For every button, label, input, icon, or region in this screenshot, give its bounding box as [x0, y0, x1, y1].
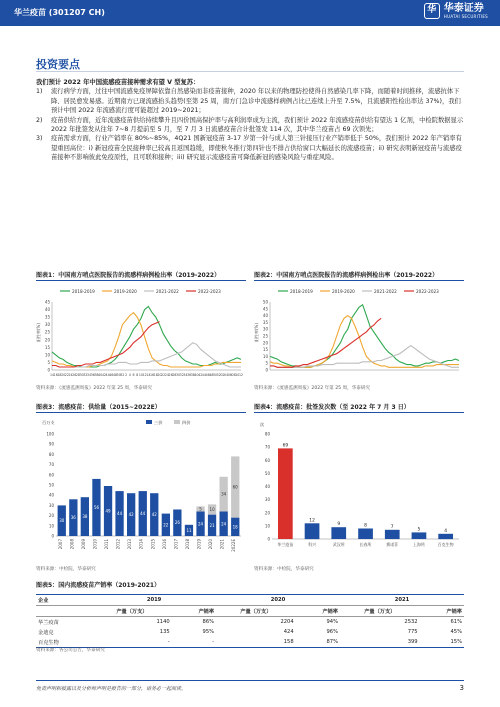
figure-title: 中国南方哨点医院报告的流感样病例检出率（2019-2022）	[58, 272, 221, 279]
y-tick-label: 0	[267, 536, 270, 542]
data-label: 5	[417, 527, 421, 533]
y-tick-label: 0	[51, 533, 54, 539]
bar	[278, 448, 293, 539]
data-label: 26	[174, 520, 180, 526]
x-tick-label: 52	[120, 373, 125, 377]
data-label: 24	[221, 521, 227, 527]
y-tick-label: 15	[44, 344, 50, 350]
x-tick-label: 26	[72, 373, 77, 377]
figure-number: 图表2：	[254, 272, 277, 279]
figure-rule	[36, 280, 246, 281]
y-tick-label: 50	[264, 470, 270, 476]
y-tick-label: 10	[44, 352, 50, 358]
legend-swatch	[174, 420, 180, 424]
y-tick-label: 10	[262, 353, 268, 359]
data-label: 10	[209, 507, 215, 512]
y-tick-label: 100	[46, 431, 54, 437]
y-tick-label: 50	[262, 299, 268, 305]
table-cell: 15%	[450, 639, 462, 645]
table-cell: 135	[159, 629, 170, 635]
y-tick-label: 25	[44, 329, 50, 335]
x-tick-label: 10	[138, 373, 143, 377]
table-title: 国内流感疫苗产销率（2019-2021）	[58, 582, 161, 589]
y-tick-label: 10	[48, 523, 54, 529]
x-tick-label: 10	[235, 373, 240, 377]
x-tick-label: 18	[57, 373, 62, 377]
table-cell: 95%	[202, 629, 215, 635]
legend-label: 四价	[182, 420, 191, 425]
table-row	[36, 627, 464, 637]
data-label: 11	[186, 527, 192, 533]
y-tick-label: 10	[264, 523, 270, 529]
data-label: 5	[199, 506, 202, 512]
page-footer	[36, 680, 464, 692]
figure-title: 流感疫苗：批签发次数（至 2022 年 7 月 3 日）	[276, 404, 410, 411]
table-cell: -	[212, 639, 215, 645]
x-tick-label: 08	[231, 373, 236, 377]
x-tick-label: 36	[187, 373, 192, 377]
y-tick-label: 30	[44, 322, 50, 328]
y-tick-label: 45	[44, 299, 50, 305]
brand-mark-icon: 华	[424, 3, 440, 19]
x-tick-label: 44	[201, 373, 206, 377]
data-label: 69	[282, 443, 289, 449]
table-cell: 华兰疫苗	[38, 619, 59, 626]
report-header	[0, 0, 500, 26]
y-tick-label: 5	[47, 359, 50, 365]
x-tick-label: 50	[213, 373, 218, 377]
table-cell: 399	[407, 639, 418, 645]
unit-label: 次	[260, 422, 265, 427]
x-tick-label: 2012	[115, 539, 121, 550]
table-cell: 金迪克	[38, 629, 54, 636]
legend-label: 2022-2023	[416, 289, 439, 294]
brand-name-en: HUATAI SECURITIES	[443, 14, 488, 19]
x-tick-label: 20	[157, 373, 162, 377]
legend-label: 2021-2022	[156, 289, 179, 294]
x-tick-label: 2016	[161, 539, 167, 550]
y-tick-label: 60	[48, 472, 54, 478]
figure-4-source: 资料来源：中检院，华泰研究	[254, 567, 314, 572]
table-cell: 1140	[156, 619, 170, 625]
legend-label: 2022-2023	[198, 289, 221, 294]
y-axis-label: 阳性率(%)	[254, 323, 259, 342]
x-tick-label: 2013	[127, 539, 133, 550]
report-title: 华兰疫苗 (301207 CH)	[14, 8, 105, 17]
x-tick-label: 22	[64, 373, 69, 377]
point-number: 3)	[36, 135, 43, 143]
bar	[385, 530, 400, 539]
x-tick-label: 2018	[185, 539, 190, 550]
data-label: 49	[105, 508, 111, 514]
x-tick-label: 4	[128, 373, 131, 377]
x-tick-label: 2008	[69, 539, 75, 550]
x-tick-label: 40	[98, 373, 103, 377]
figure-3-source: 资料来源：中检院，华泰研究	[36, 567, 96, 572]
y-tick-label: 20	[262, 340, 268, 346]
data-label: 21	[209, 522, 215, 528]
table-header: 产量（万支）	[364, 608, 396, 615]
data-label: 42	[151, 512, 157, 518]
x-tick-label: 华兰疫苗	[277, 542, 294, 547]
x-tick-label: 02	[220, 373, 225, 377]
table-row	[36, 637, 464, 648]
series-line	[52, 307, 241, 368]
x-tick-label: 26	[168, 373, 173, 377]
table-caption	[36, 580, 160, 589]
y-tick-label: 70	[264, 444, 270, 450]
sales-rate-table	[36, 594, 464, 648]
data-label: 38	[82, 514, 88, 520]
figure-2-chart	[254, 282, 464, 382]
series-line	[52, 322, 160, 367]
table-header: 2021	[394, 597, 410, 603]
table-header: 2020	[270, 597, 286, 603]
x-tick-label: 8	[136, 373, 139, 377]
data-label: 34	[221, 491, 227, 497]
x-tick-label: 24	[164, 373, 169, 377]
y-axis-label: 阳性率(%)	[36, 323, 41, 342]
table-header-row	[36, 595, 464, 606]
x-tick-label: 2021	[219, 539, 225, 550]
table-cell: 61%	[450, 619, 462, 625]
x-tick-label: 上海所	[412, 542, 425, 547]
data-label: 9	[337, 522, 341, 528]
x-tick-label: 2009	[80, 539, 86, 550]
summary-point	[36, 87, 464, 115]
legend-label: 2018-2019	[72, 289, 95, 294]
table-cell: 87%	[326, 639, 338, 645]
legend-label: 2018-2019	[290, 289, 313, 294]
disclaimer: 免责声明和披露以及分析师声明是报告的一部分，请务必一起阅读。	[36, 686, 187, 692]
x-tick-label: 40	[194, 373, 199, 377]
point-number: 1)	[36, 88, 43, 96]
x-tick-label: 28	[172, 373, 177, 377]
x-tick-label: 2007	[57, 539, 63, 550]
x-tick-label: 38	[94, 373, 99, 377]
point-text: 流行病学方面，过往中国流感免疫屏障依靠自然感染而非疫苗接种，2020 年以来的物理防控使得自然感染几率下降，而随着时间推移，流感抗体下降、居民愈发易感。近期南方已现流感抬头趋势(至第 25 周，南方门急诊中流感样病例占比已连续上升至 7.5%，且流感阳性检出率达 37%)，我们预计中国 2022 年流感流行度可能超过 2019~2021；	[51, 88, 461, 115]
legend-swatch	[146, 420, 152, 424]
table-header: 2019	[146, 597, 162, 603]
x-tick-label: 04	[224, 373, 229, 377]
y-tick-label: 80	[264, 431, 270, 437]
y-tick-label: 30	[262, 326, 268, 332]
x-tick-label: 14	[146, 373, 151, 377]
summary-lead: 我们预计 2022 年中国流感疫苗接种需求有望 V 型复苏：	[36, 79, 200, 86]
table-cell: 424	[283, 629, 294, 635]
data-label: 44	[140, 511, 146, 517]
data-label: 60	[232, 484, 238, 490]
legend-label: 2021-2022	[374, 289, 397, 294]
data-label: 12	[309, 518, 315, 524]
bar	[412, 532, 427, 539]
x-tick-label: 44	[105, 373, 110, 377]
x-tick-label: 2019	[196, 539, 202, 550]
y-tick-label: 20	[264, 510, 270, 516]
bar	[438, 534, 453, 539]
legend-label: 2019-2020	[332, 289, 355, 294]
bar	[358, 529, 373, 540]
y-tick-label: 30	[264, 497, 270, 503]
table-header: 产销率	[446, 608, 462, 615]
y-tick-label: 0	[265, 367, 268, 373]
data-label: 22	[163, 522, 169, 528]
data-label: 7	[390, 524, 394, 530]
x-tick-label: 32	[83, 373, 88, 377]
y-tick-label: 30	[48, 502, 54, 508]
x-tick-label: 42	[198, 373, 203, 377]
table-cell: 86%	[202, 619, 215, 625]
x-tick-label: 46	[205, 373, 210, 377]
x-tick-label: 32	[179, 373, 184, 377]
figure-title: 中国南方哨点医院报告的流感样病例检出率（2019-2022）	[276, 272, 439, 279]
y-tick-label: 60	[264, 457, 270, 463]
data-label: 18	[232, 524, 238, 530]
y-tick-label: 40	[48, 492, 54, 498]
table-header: 产量（万支）	[240, 608, 272, 615]
table-cell: 158	[283, 639, 294, 645]
x-tick-label: 16	[53, 373, 58, 377]
figure-4-caption	[254, 402, 410, 411]
x-tick-label: 6	[132, 373, 135, 377]
x-tick-label: 28	[75, 373, 80, 377]
brand-name: 华泰证券	[443, 3, 484, 14]
figure-3-caption	[36, 402, 161, 411]
y-tick-label: 15	[262, 347, 268, 353]
y-tick-label: 35	[44, 314, 50, 320]
x-tick-label: 30	[79, 373, 84, 377]
data-label: 8	[364, 523, 367, 529]
data-label: 44	[117, 511, 123, 517]
table-cell: -	[167, 639, 170, 645]
page-number: 3	[459, 684, 464, 692]
summary-point	[36, 134, 464, 162]
x-tick-label: 50	[116, 373, 121, 377]
figure-number: 图表3：	[36, 404, 59, 411]
table-cell: 百克生物	[38, 639, 59, 646]
x-tick-label: 22	[161, 373, 166, 377]
table-header: 产销率	[322, 608, 338, 615]
y-tick-label: 50	[48, 482, 54, 488]
x-tick-label: 2014	[138, 539, 144, 550]
x-tick-label: 48	[209, 373, 214, 377]
x-tick-label: 34	[87, 373, 92, 377]
figure-number: 图表4：	[254, 404, 277, 411]
data-label: 24	[197, 521, 204, 527]
series-line	[270, 346, 459, 368]
y-tick-label: 90	[48, 441, 54, 447]
x-tick-label: 2017	[173, 539, 179, 550]
figure-rule	[254, 280, 464, 281]
x-tick-label: 12	[238, 373, 244, 377]
y-tick-label: 0	[47, 367, 50, 373]
table-cell: 94%	[326, 619, 338, 625]
table-cell: 775	[407, 629, 418, 635]
y-tick-label: 80	[48, 451, 54, 457]
unit-label: 百万支	[42, 420, 55, 425]
data-label: 42	[128, 512, 134, 518]
x-tick-label: 长春所	[359, 542, 372, 547]
brand-logo	[424, 3, 488, 19]
y-tick-label: 5	[265, 360, 268, 366]
table-row	[36, 617, 464, 628]
x-tick-label: 2020	[208, 539, 214, 550]
y-tick-label: 40	[264, 484, 270, 489]
x-tick-label: 34	[183, 373, 188, 377]
x-tick-label: 2022E	[231, 539, 237, 552]
x-tick-label: 14	[49, 373, 55, 377]
table-cell: 2532	[404, 619, 418, 625]
figure-3-chart	[36, 414, 246, 564]
figure-1-chart	[36, 282, 246, 382]
x-tick-label: 06	[227, 373, 232, 377]
x-tick-label: 42	[101, 373, 106, 377]
table-header: 企业	[38, 597, 49, 604]
point-text: 疫苗供给方面，近年流感疫苗供给持续攀升且四价国高保护率与高利润率成为主流，我们预计 2022 年流感疫苗供给有望达 1 亿剂，中检院数据显示 2022 年批签发从往年 7~8 月提前至 5 月，至 7 月 3 日流感疫苗合计批签发 114 次，其中华兰疫苗占 69 次领先；	[51, 116, 464, 134]
table-cell: 2204	[280, 619, 294, 625]
figure-number: 图表1：	[36, 272, 59, 279]
summary-point	[36, 116, 464, 135]
summary-body	[36, 78, 464, 163]
bar	[331, 527, 346, 539]
y-tick-label: 35	[262, 319, 268, 325]
x-tick-label: 百克生物	[437, 542, 454, 547]
x-tick-label: 赛诺菲	[386, 542, 399, 547]
figure-rule	[36, 412, 246, 413]
figure-1-caption	[36, 270, 220, 279]
y-tick-label: 25	[262, 333, 268, 339]
legend-label: 三价	[154, 420, 163, 425]
bar	[305, 523, 320, 539]
x-tick-label: 48	[112, 373, 118, 377]
x-tick-label: 18	[153, 373, 158, 377]
figure-1-source: 资料来源：《流感监测周报》2022 年第 25 周，华泰研究	[36, 386, 153, 391]
y-tick-label: 70	[48, 462, 54, 468]
data-label: 30	[59, 518, 65, 524]
x-tick-label: 科兴	[308, 542, 317, 547]
x-tick-label: 46	[109, 373, 114, 377]
x-tick-label: 2011	[104, 539, 109, 550]
y-tick-label: 40	[262, 313, 268, 319]
y-tick-label: 45	[262, 306, 268, 312]
figure-rule	[254, 412, 464, 413]
section-title: 投资要点	[36, 58, 80, 71]
y-tick-label: 20	[44, 337, 50, 343]
point-number: 2)	[36, 116, 43, 124]
y-tick-label: 20	[48, 513, 54, 519]
point-text: 疫苗需求方面，行业产销率在 80%~85%，4Q21 国新冠疫苗 3-17 岁第一针与成人第三针接压行业产销率低于 50%，我们预计 2022 年产销率有望重回高位：i) 新冠疫苗全民接种率已较高且返国趋缓，即使秋冬推行第四针也不排占供给窗口大幅延长的流感疫苗；ii) 研究表明新冠疫苗与流感疫苗接种不影响彼此免疫原性，且可联和接种；iii) 研究显示流感疫苗可降低新冠的感染风险与重症风险。	[51, 135, 462, 162]
table-cell: 96%	[326, 629, 338, 635]
section-divider	[36, 71, 464, 72]
y-tick-label: 40	[44, 307, 50, 313]
x-tick-label: 16	[150, 373, 155, 377]
data-label: 36	[70, 515, 76, 521]
figure-2-source: 资料来源：《流感监测周报》2022 年第 25 周，华泰研究	[254, 386, 371, 391]
data-label: 56	[93, 504, 100, 510]
x-tick-label: 2010	[92, 539, 98, 550]
data-label: 4	[444, 528, 447, 534]
series-line	[270, 305, 459, 368]
x-tick-label: 武汉所	[332, 542, 345, 547]
x-tick-label: 2	[125, 373, 128, 377]
table-subheader-row	[36, 606, 464, 617]
x-tick-label: 36	[90, 373, 95, 377]
table-source: 资料来源：各公司公告，华泰研究	[36, 648, 105, 653]
x-tick-label: 38	[190, 373, 195, 377]
x-tick-label: 52	[216, 373, 221, 377]
x-tick-label: 30	[175, 373, 181, 377]
table-number: 图表5：	[36, 582, 59, 589]
table-cell: 45%	[450, 629, 462, 635]
table-header: 产量（万支）	[116, 608, 148, 615]
x-tick-label: 12	[142, 373, 147, 377]
x-tick-label: 2015	[150, 539, 156, 550]
figure-4-chart	[254, 414, 464, 564]
legend-label: 2019-2020	[114, 289, 137, 294]
x-tick-label: 20	[61, 373, 66, 377]
table-header: 产销率	[198, 608, 215, 615]
figure-2-caption	[254, 270, 438, 279]
x-tick-label: 24	[68, 373, 73, 377]
figure-title: 流感疫苗：供给量（2015~2022E）	[58, 404, 161, 411]
